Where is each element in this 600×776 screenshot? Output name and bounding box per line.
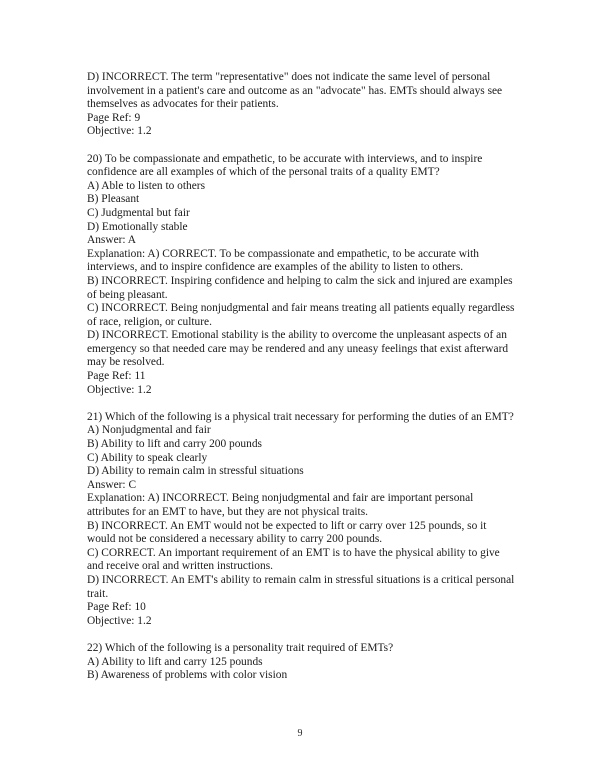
- question-block-22: [87, 642, 515, 683]
- question-block-21-line-10: Page Ref: 10: [87, 601, 146, 614]
- question-block-21-line-3: C) Ability to speak clearly: [87, 451, 208, 464]
- question-block-20-line-1: A) Able to listen to others: [87, 179, 206, 192]
- question-block-21-line-5: Answer: C: [87, 478, 137, 491]
- answer-block-19-line-2: Objective: 1.2: [87, 125, 152, 138]
- question-block-21-line-9: D) INCORRECT. An EMT's ability to remain calm in stressful situations is a critical personal trait.: [87, 573, 515, 600]
- question-block-20-line-8: C) INCORRECT. Being nonjudgmental and fair means treating all patients equally regardless of race, religion, or culture.: [87, 302, 515, 328]
- page-number: 9: [297, 728, 303, 739]
- question-block-20-line-7: B) INCORRECT. Inspiring confidence and helping to calm the sick and injured are examples of being pleasant.: [87, 274, 513, 301]
- question-block-20: [87, 153, 515, 398]
- question-block-21-line-0: 21) Which of the following is a physical trait necessary for performing the duties of an EMT?: [87, 410, 514, 423]
- question-block-20-line-3: C) Judgmental but fair: [87, 206, 190, 219]
- question-block-22-line-0: 22) Which of the following is a personality trait required of EMTs?: [87, 641, 394, 654]
- answer-block-19: [87, 71, 515, 139]
- question-block-20-line-2: B) Pleasant: [87, 193, 140, 206]
- question-block-20-line-5: Answer: A: [87, 234, 137, 247]
- question-block-21-line-1: A) Nonjudgmental and fair: [87, 424, 211, 437]
- answer-block-19-line-1: Page Ref: 9: [87, 111, 141, 124]
- page-number-footer: [0, 728, 600, 740]
- question-block-21-line-4: D) Ability to remain calm in stressful situations: [87, 465, 304, 478]
- question-block-21-line-7: B) INCORRECT. An EMT would not be expected to lift or carry over 125 pounds, so it would not be considered a necessary ability to carry 200 pounds.: [87, 519, 487, 546]
- question-block-21: [87, 411, 515, 629]
- question-block-21-line-11: Objective: 1.2: [87, 614, 152, 627]
- question-block-22-line-1: A) Ability to lift and carry 125 pounds: [87, 655, 263, 668]
- question-block-20-line-11: Objective: 1.2: [87, 383, 152, 396]
- question-block-21-line-8: C) CORRECT. An important requirement of an EMT is to have the physical ability to give and receive oral and written instructions.: [87, 546, 500, 573]
- question-block-22-line-2: B) Awareness of problems with color vision: [87, 669, 288, 682]
- question-block-20-line-10: Page Ref: 11: [87, 370, 146, 383]
- question-block-20-line-6: Explanation: A) CORRECT. To be compassionate and empathetic, to be accurate with interviews, and to inspire confidence are examples of the ability to listen to others.: [87, 247, 479, 274]
- question-block-21-line-6: Explanation: A) INCORRECT. Being nonjudgmental and fair are important personal attributes for an EMT to have, but they are not physical traits.: [87, 492, 474, 518]
- question-block-20-line-9: D) INCORRECT. Emotional stability is the ability to overcome the unpleasant aspects of an emergency so that needed care may be rendered and any uneasy feelings that exist afterward may be resolved.: [87, 329, 509, 369]
- question-block-21-line-2: B) Ability to lift and carry 200 pounds: [87, 438, 262, 451]
- answer-block-19-line-0: D) INCORRECT. The term "representative" does not indicate the same level of personal involvement in a patient's care and outcome as an "advocate" has. EMTs should always see themselves as advocates for their patients.: [87, 71, 503, 111]
- question-block-20-line-0: 20) To be compassionate and empathetic, to be accurate with interviews, and to inspire confidence are all examples of which of the personal traits of a quality EMT?: [87, 152, 483, 179]
- question-block-20-line-4: D) Emotionally stable: [87, 220, 188, 233]
- document-text-body: [87, 71, 515, 683]
